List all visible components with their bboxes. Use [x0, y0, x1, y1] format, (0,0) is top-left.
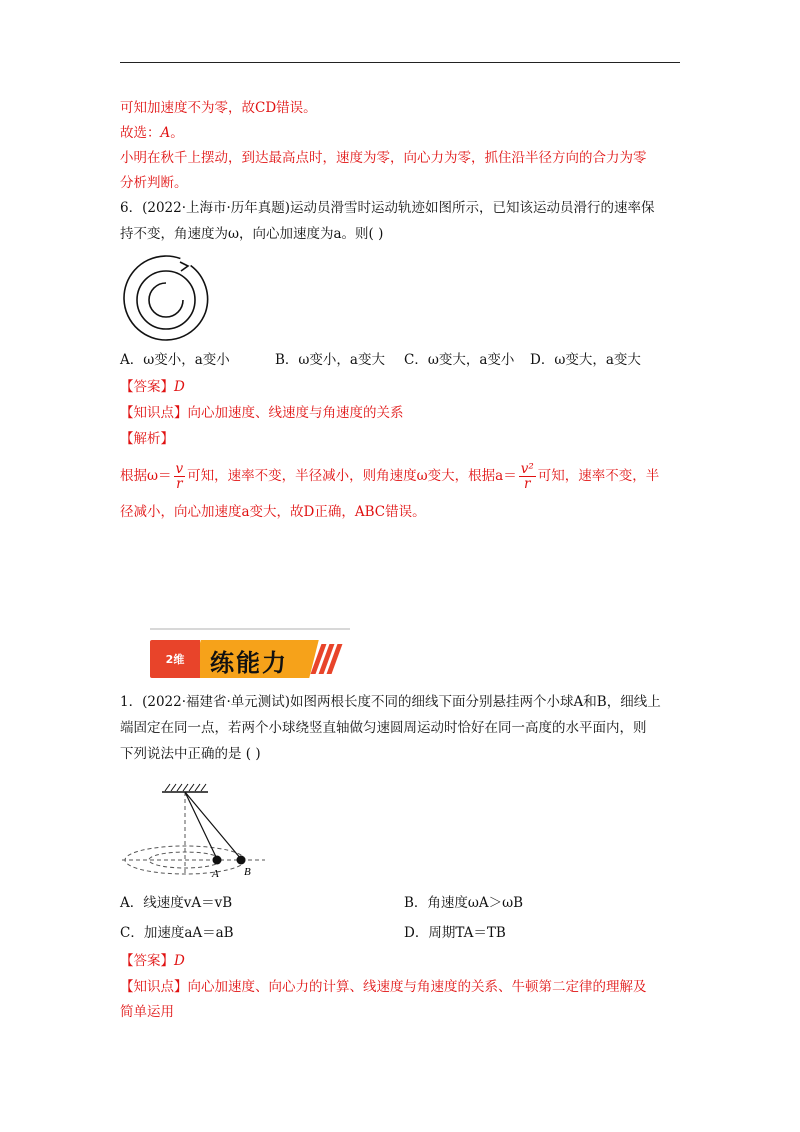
q1-stem-line-2: 端固定在同一点，若两个小球绕竖直轴做匀速圆周运动时恰好在同一高度的水平面内，则 [120, 720, 647, 736]
q1-option-d: D．周期TA＝TB [404, 925, 506, 941]
answer-tag: 【答案】 [120, 953, 174, 969]
header-rule [120, 62, 680, 63]
q6-knowledge [120, 403, 404, 423]
q6-answer [120, 377, 185, 397]
q1-stem-line-3: 下列说法中正确的是 ( ) [120, 746, 261, 762]
spiral-track-figure [118, 250, 214, 346]
q6-option-c: C．ω变大，a变小 [404, 352, 515, 368]
q1-knowledge-line-1 [120, 977, 647, 997]
q1-option-c: C．加速度aA＝aB [120, 925, 234, 941]
frac1-denominator: r [176, 476, 183, 492]
knowledge-tag: 【知识点】 [120, 405, 188, 421]
direction-arrow-icon [180, 262, 188, 271]
frac2-numerator: v² [520, 461, 534, 477]
ball-a [213, 856, 222, 865]
section-banner [150, 640, 340, 678]
q6-analysis-line-2: 径减小，向心加速度a变大，故D正确，ABC错误。 [120, 504, 426, 520]
q6-option-a: A．ω变小，a变小 [120, 352, 230, 368]
q1-stem-line-1: 1．(2022·福建省·单元测试)如图两根长度不同的细线下面分别悬挂两个小球A和B，细线上 [120, 694, 661, 710]
section-title: 练能力 [210, 649, 288, 677]
frac2-denominator: r [524, 476, 531, 492]
q1-option-b: B．角速度ωA＞ωB [404, 895, 524, 911]
knowledge-text: 向心加速度、线速度与角速度的关系 [187, 405, 404, 421]
knowledge-tag: 【知识点】 [120, 979, 188, 995]
explanation-line-2 [120, 123, 184, 143]
q1-knowledge-line-2: 简单运用 [120, 1004, 174, 1020]
analysis-text-b: 可知，速率不变，半径减小，则角速度ω变大，根据a＝ [187, 468, 517, 484]
knowledge-text: 向心加速度、向心力的计算、线速度与角速度的关系、牛顿第二定律的理解及 [187, 979, 647, 995]
fraction-v-over-r [174, 462, 186, 491]
q1-option-a: A．线速度vA＝vB [120, 895, 233, 911]
label-a: A [212, 868, 219, 880]
q6-stem-line-1: 6．(2022·上海市·历年真题)运动员滑雪时运动轨迹如图所示，已知该运动员滑行的速率保 [120, 200, 655, 216]
q6-analysis-tag: 【解析】 [120, 431, 174, 447]
answer-value: D [174, 953, 185, 969]
analysis-text-a: 根据ω＝ [120, 468, 172, 484]
q6-option-b: B．ω变小，a变大 [275, 352, 385, 368]
conical-pendulum-figure [120, 780, 270, 880]
section-divider [150, 628, 350, 630]
choice-prefix: 故选： [120, 125, 161, 141]
q6-analysis-line-1 [120, 462, 659, 491]
analysis-text-c: 可知，速率不变，半 [537, 468, 660, 484]
q6-stem-line-2: 持不变，角速度为ω，向心加速度为a。则( ) [120, 226, 384, 242]
q6-option-d: D．ω变大，a变大 [530, 352, 641, 368]
choice-answer: A [160, 125, 171, 141]
frac1-numerator: v [175, 461, 184, 477]
choice-suffix: 。 [170, 125, 184, 141]
fraction-v2-over-r [519, 462, 536, 491]
answer-value: D [174, 379, 185, 395]
explanation-line-3: 小明在秋千上摆动，到达最高点时，速度为零，向心力为零，抓住沿半径方向的合力为零 [120, 150, 647, 166]
label-b: B [244, 866, 251, 878]
section-badge: 2维 [150, 640, 200, 678]
explanation-line-1: 可知加速度不为零，故CD错误。 [120, 100, 317, 116]
answer-tag: 【答案】 [120, 379, 174, 395]
ball-b [237, 856, 246, 865]
explanation-line-4: 分析判断。 [120, 175, 188, 191]
q1-answer [120, 951, 185, 971]
